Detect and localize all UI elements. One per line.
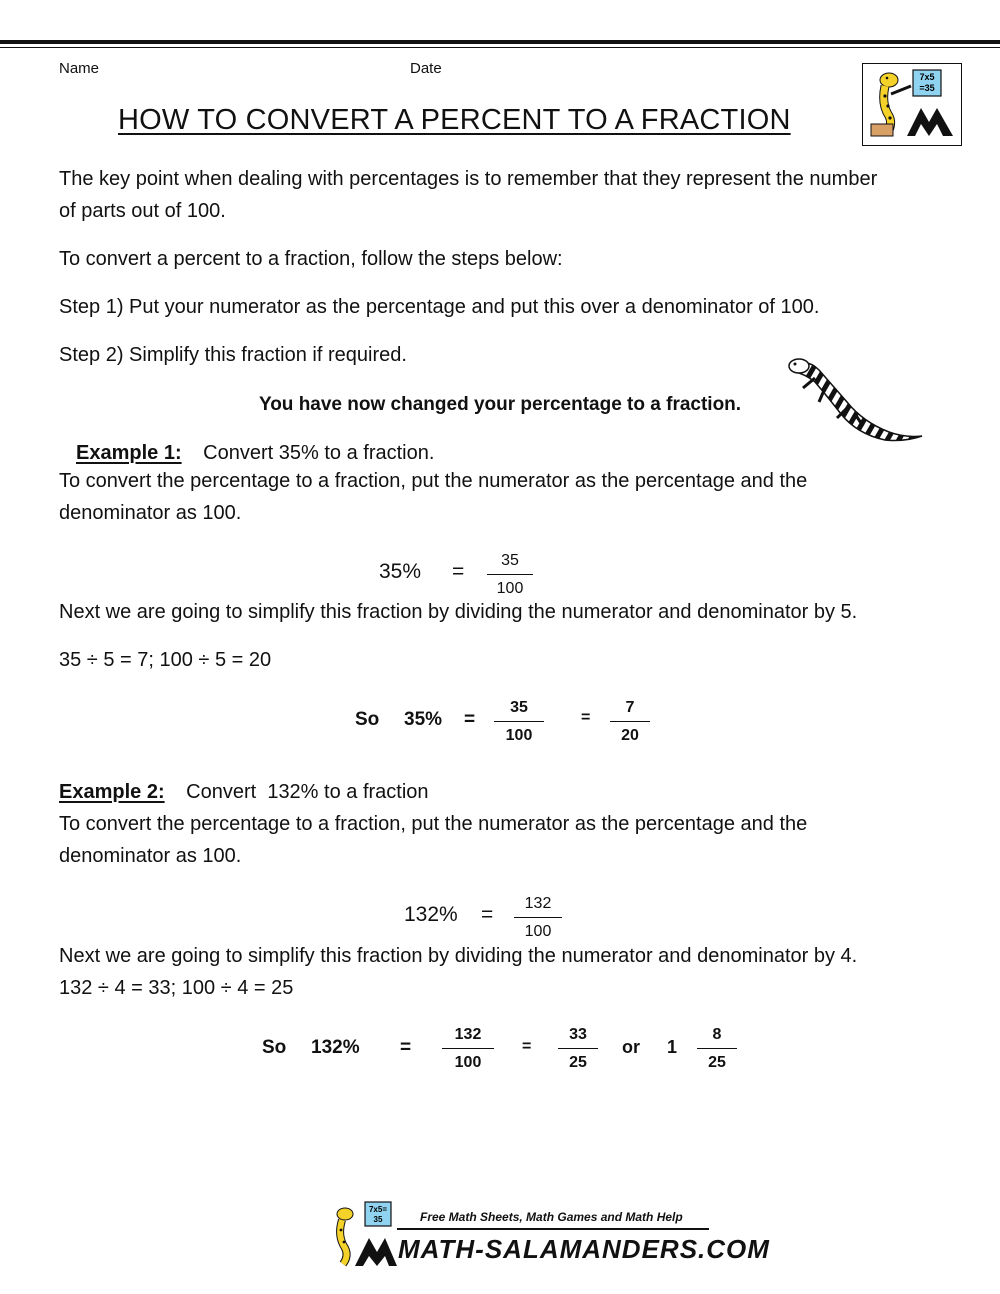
striped-salamander-icon: [785, 352, 925, 444]
fraction-numerator: 132: [454, 1026, 482, 1043]
example-2-explain-line-2: denominator as 100.: [59, 845, 242, 867]
example-2-label: Example 2:: [59, 781, 165, 803]
top-rule: [0, 40, 1000, 44]
salamander-teacher-icon: [863, 64, 960, 144]
intro-paragraph: [59, 163, 877, 227]
fraction-numerator: 35: [501, 552, 519, 569]
logo-text-bottom: =35: [919, 83, 935, 93]
step-1: Step 1) Put your numerator as the percentage and put this over a denominator of 100.: [59, 296, 820, 318]
fraction-denominator: 20: [621, 727, 639, 744]
example-1-final-fraction-1: [494, 697, 544, 747]
example-2-final-percent: 132%: [311, 1037, 360, 1058]
intro-line-1: The key point when dealing with percentages is to remember that they represent the number: [59, 168, 878, 190]
example-2-simplify: Next we are going to simplify this fraction by dividing the numerator and denominator by 4.: [59, 945, 858, 967]
example-2-division: 132 ÷ 4 = 33; 100 ÷ 4 = 25: [59, 977, 294, 999]
example-2-mixed-fraction: [697, 1024, 737, 1074]
example-2-final-equals-2: =: [522, 1038, 532, 1055]
top-rule-thin: [0, 47, 1000, 48]
example-2-percent: 132%: [404, 903, 458, 926]
fraction-denominator: 100: [505, 727, 533, 744]
footer-tagline: Free Math Sheets, Math Games and Math Help: [420, 1210, 683, 1224]
example-1-final-fraction-2: [610, 697, 650, 747]
example-1-percent: 35%: [379, 560, 422, 583]
example-2-task: Convert 132% to a fraction: [186, 781, 429, 803]
date-label: Date: [410, 60, 442, 77]
footer-rule: [397, 1228, 709, 1230]
fraction-bar: [514, 917, 562, 918]
example-2-heading: [59, 776, 429, 808]
example-1-final-equals: =: [464, 709, 476, 730]
fraction-denominator: 25: [569, 1054, 587, 1071]
example-2-equals: =: [481, 903, 494, 926]
example-1-label: Example 1:: [76, 442, 182, 464]
example-1-task: Convert 35% to a fraction.: [203, 442, 435, 464]
example-1-equals: =: [452, 560, 465, 583]
footer-site-name: MATH-SALAMANDERS.COM: [398, 1234, 770, 1264]
salamander-logo: [862, 63, 962, 146]
example-1-division: 35 ÷ 5 = 7; 100 ÷ 5 = 20: [59, 649, 272, 671]
step-2: Step 2) Simplify this fraction if required.: [59, 344, 407, 366]
fraction-numerator: 7: [625, 699, 635, 716]
summary-text: You have now changed your percentage to a fraction.: [258, 394, 742, 415]
fraction-denominator: 100: [454, 1054, 482, 1071]
page-title: HOW TO CONVERT A PERCENT TO A FRACTION: [118, 104, 791, 136]
example-2-so: So: [262, 1037, 287, 1058]
fraction-numerator: 33: [569, 1026, 587, 1043]
fraction-bar: [610, 721, 650, 722]
logo-text-top: 7x5: [919, 72, 935, 82]
fraction-denominator: 100: [524, 923, 552, 940]
example-1-explain: [59, 465, 807, 529]
example-1-fraction: [487, 550, 533, 600]
example-2-whole: 1: [667, 1037, 678, 1057]
example-2-explain: [59, 808, 807, 872]
fraction-bar: [697, 1048, 737, 1049]
fraction-numerator: 8: [712, 1026, 722, 1043]
fraction-bar: [442, 1048, 494, 1049]
example-1-explain-line-1: To convert the percentage to a fraction, put the numerator as the percentage and the: [59, 470, 808, 492]
example-2-final-fraction-1: [442, 1024, 494, 1074]
fraction-bar: [494, 721, 544, 722]
example-1-explain-line-2: denominator as 100.: [59, 502, 242, 524]
fraction-bar: [487, 574, 533, 575]
example-2-fraction: [514, 893, 562, 943]
example-2-explain-line-1: To convert the percentage to a fraction, put the numerator as the percentage and the: [59, 813, 808, 835]
intro-line-2: of parts out of 100.: [59, 200, 226, 222]
example-1-final-equals-2: =: [581, 709, 591, 726]
example-2-final-fraction-2: [558, 1024, 598, 1074]
steps-intro: To convert a percent to a fraction, follow the steps below:: [59, 248, 563, 270]
example-1-so: So: [355, 709, 380, 730]
fraction-numerator: 35: [510, 699, 528, 716]
example-1-final-percent: 35%: [404, 709, 443, 730]
example-2-final-equals: =: [400, 1037, 412, 1058]
example-2-or: or: [622, 1037, 640, 1057]
footer-badge-bottom: 35: [373, 1215, 383, 1224]
fraction-bar: [558, 1048, 598, 1049]
name-label: Name: [59, 60, 100, 77]
fraction-denominator: 25: [708, 1054, 726, 1071]
fraction-numerator: 132: [524, 895, 552, 912]
fraction-denominator: 100: [496, 580, 524, 597]
example-1-simplify: Next we are going to simplify this fraction by dividing the numerator and denominator by 5.: [59, 601, 858, 623]
footer-badge-top: 7x5=: [368, 1205, 388, 1214]
footer-salamander-icon: [325, 1198, 397, 1270]
